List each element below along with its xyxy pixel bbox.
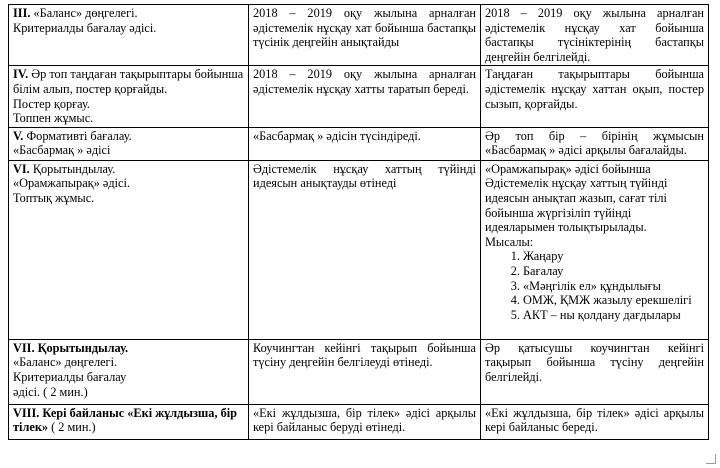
teacher-activity-cell: Әдістемелік нұсқау хаттың түйінді идеясын анықтауды өтінеді bbox=[249, 160, 481, 339]
stage-number: III. bbox=[13, 6, 31, 20]
stage-cell bbox=[9, 404, 249, 439]
teacher-activity-cell: 2018 – 2019 оқу жылына арналған әдістемелік нұсқау хат бойынша бастапқы түсінік деңгейін анықтайды bbox=[249, 5, 481, 66]
stage-line: «Басбармақ » әдісі bbox=[13, 143, 111, 158]
table-row bbox=[9, 5, 709, 66]
student-activity-cell: «Екі жұлдызша, бір тілек» әдісі арқылы кері байланыс береді. bbox=[481, 404, 709, 439]
stage-cell bbox=[9, 66, 249, 127]
student-line: Әдістемелік нұсқау хаттың түйінді bbox=[485, 176, 668, 191]
stage-cell bbox=[9, 160, 249, 339]
stage-title: Кері байланыс «Екі жұлдызша, бір тілек» bbox=[13, 405, 238, 435]
student-line: идеясын анықтап жазып, сағат тілі bbox=[485, 190, 667, 205]
stage-number: V. bbox=[13, 128, 24, 143]
student-activity-cell: Әр қатысушы коучингтан кейінгі тақырып бойынша түсіну деңгейін белгілейді. bbox=[481, 339, 709, 404]
student-activity-cell: Әр топ бір – бірінің жұмысын «Басбармақ » әдісі арқылы бағалайды. bbox=[481, 127, 709, 160]
list-item: 3. «Мәңгілік ел» құндылығы bbox=[523, 279, 704, 294]
student-activity-cell: 2018 – 2019 оқу жылына арналған әдістемелік нұсқау хат бойынша бастапқы түсініктерінің бастапқы деңгейін белгілейді. bbox=[481, 5, 709, 66]
stage-number: VI. bbox=[13, 161, 30, 176]
stage-number: VII. bbox=[13, 340, 35, 355]
stage-number: VIII. bbox=[13, 405, 40, 420]
lesson-plan-table bbox=[8, 4, 709, 440]
table-row bbox=[9, 404, 709, 439]
stage-title: Формативті бағалау. bbox=[26, 128, 132, 143]
teacher-activity-cell: Коучингтан кейінгі тақырып бойынша түсіну деңгейін белгілеуді өтінеді. bbox=[249, 339, 481, 404]
list-item: 2. Бағалау bbox=[523, 264, 704, 279]
list-item: 4. ОМЖ, ҚМЖ жазылу ерекшелігі bbox=[523, 293, 704, 308]
stage-cell bbox=[9, 127, 249, 160]
page-corner-mark bbox=[706, 454, 716, 464]
stage-title: Қорытындылау. bbox=[32, 161, 116, 176]
student-line: бойынша жүргізіліп түйінді bbox=[485, 205, 632, 220]
teacher-activity-cell: «Басбармақ » әдісін түсіндіреді. bbox=[249, 127, 481, 160]
stage-number: IV. bbox=[13, 67, 29, 82]
stage-line: әдісі. ( 2 мин.) bbox=[13, 384, 88, 399]
teacher-activity-cell: «Екі жұлдызша, бір тілек» әдісі арқылы кері байланыс беруді өтінеді. bbox=[249, 404, 481, 439]
list-item: 1. Жаңару bbox=[523, 249, 704, 264]
table-row bbox=[9, 160, 709, 339]
stage-line: «Баланс» дөңгелегі. bbox=[13, 355, 118, 370]
examples-list bbox=[485, 249, 704, 322]
student-activity-cell bbox=[481, 160, 709, 339]
stage-title: «Баланс» дөңгелегі. bbox=[33, 6, 138, 20]
list-item: 5. АКТ – ны қолдану дағдылары bbox=[523, 308, 704, 323]
stage-duration: ( 2 мин.) bbox=[48, 420, 96, 435]
student-line: идеяларымен толықтырылады. bbox=[485, 220, 647, 235]
stage-cell bbox=[9, 5, 249, 66]
student-line: «Орамжапырақ» әдісі бойынша bbox=[485, 161, 651, 176]
table-row bbox=[9, 66, 709, 127]
stage-title: Әр топ таңдаған тақырыптары бойынша білім алып, постер қорғайды. bbox=[13, 67, 244, 96]
examples-label: Мысалы: bbox=[485, 234, 534, 249]
stage-line: Топпен жұмыс. bbox=[13, 111, 94, 126]
stage-title: Қорытындылау. bbox=[37, 340, 129, 355]
stage-cell bbox=[9, 339, 249, 404]
stage-line: Топтық жұмыс. bbox=[13, 190, 95, 205]
stage-line: Постер қорғау. bbox=[13, 96, 90, 111]
stage-line: Критериалды бағалау bbox=[13, 369, 127, 384]
stage-line: Критериалды бағалау әдісі. bbox=[13, 20, 157, 35]
student-activity-cell: Таңдаған тақырыптары бойынша әдістемелік нұсқау хаттан оқып, постер сызып, қорғайды. bbox=[481, 66, 709, 127]
stage-line: «Орамжапырақ» әдісі. bbox=[13, 176, 130, 191]
teacher-activity-cell: 2018 – 2019 оқу жылына арналған әдістемелік нұсқау хатты таратып береді. bbox=[249, 66, 481, 127]
table-row bbox=[9, 127, 709, 160]
table-row bbox=[9, 339, 709, 404]
